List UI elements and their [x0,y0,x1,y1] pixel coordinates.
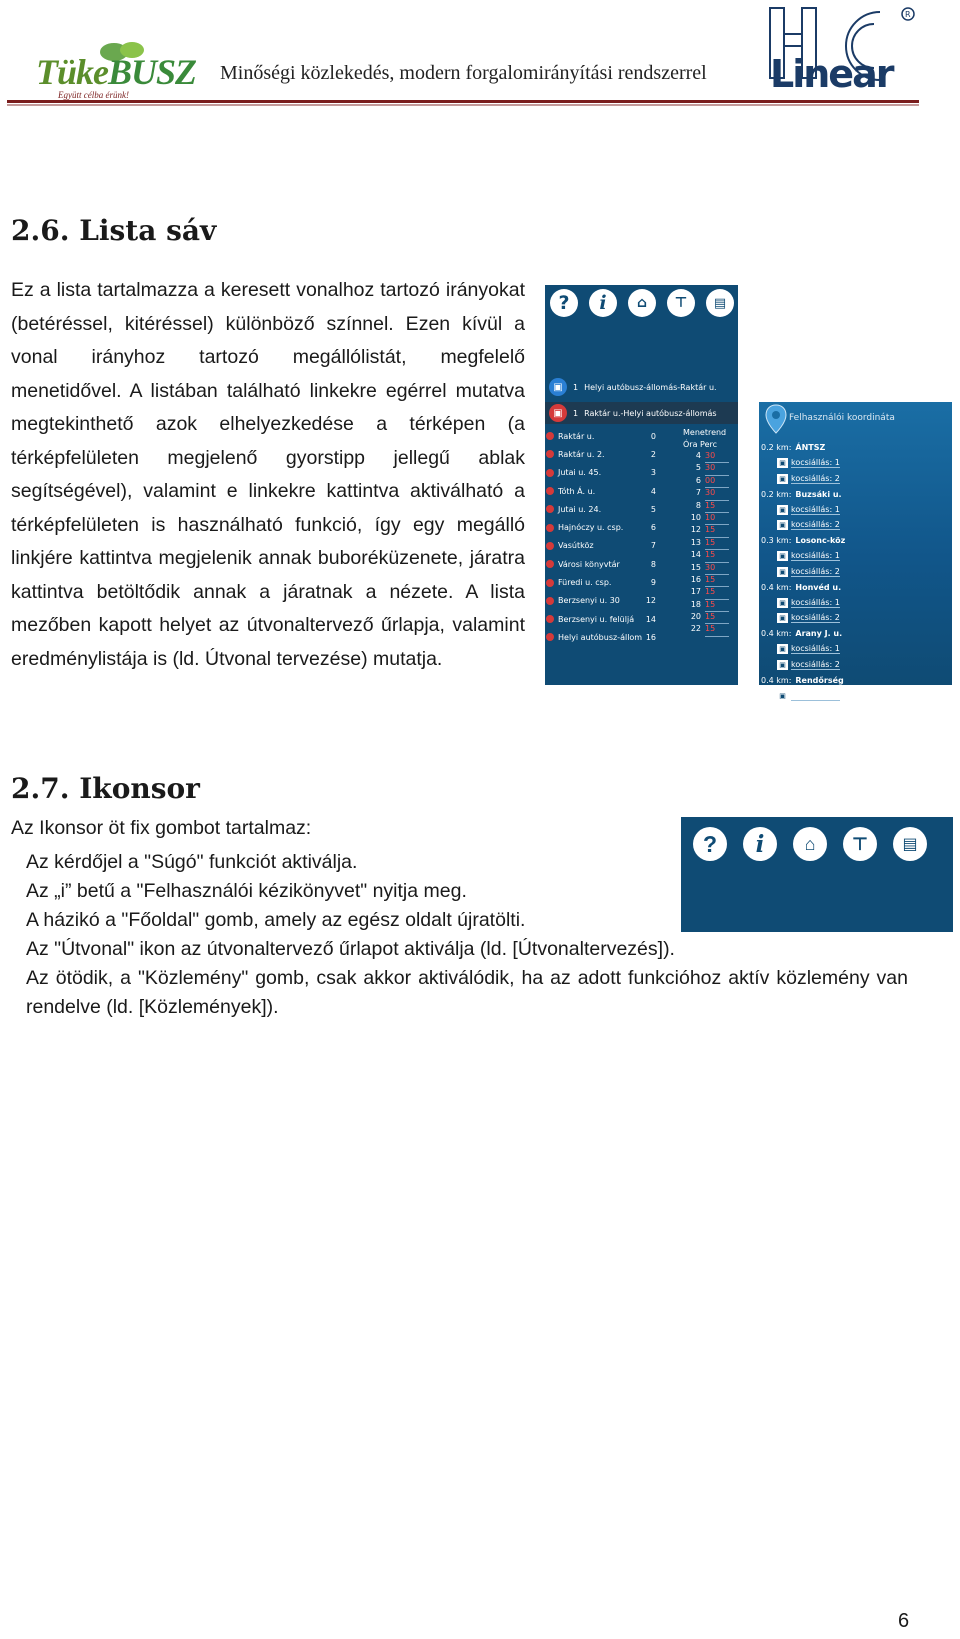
bus-stop-icon: ▣ [777,567,788,577]
list-item: Az „i” betű a "Felhasználói kézikönyvet" nyitja meg. [26,880,467,902]
table-row[interactable]: 12 15 [683,525,738,537]
direction-label: Helyi autóbusz-állomás-Raktár u. [584,382,717,392]
table-row[interactable]: 15 30 [683,563,738,575]
section-heading-ikonsor: 2.7. Ikonsor [11,772,200,805]
bus-stop-icon: ▣ [777,505,788,515]
list-item[interactable]: Füredi u. csp. 9 [545,573,665,591]
table-row[interactable]: 7 30 [683,488,738,500]
list-item[interactable]: ▣ kocsiállás: 2 [761,611,951,627]
bus-icon: ▣ [549,404,567,422]
bus-stop-icon: ▣ [777,644,788,654]
list-item[interactable]: ▣ kocsiállás: 2 [761,471,951,487]
stop-marker-icon [546,597,554,605]
list-item[interactable]: 0.4 km: Honvéd u. [761,582,842,592]
route-icon[interactable]: ⊤ [667,289,695,317]
header-rule [7,100,919,103]
table-row[interactable]: 18 15 [683,600,738,612]
list-item[interactable]: ▣ kocsiállás: 2 [761,657,951,673]
stop-marker-icon [546,633,554,641]
stop-marker-icon [546,542,554,550]
bus-stop-icon: ▣ [777,458,788,468]
list-item[interactable]: ▣ kocsiállás: 1 [761,456,951,472]
list-item[interactable]: Raktár u. 0 [545,427,665,445]
table-row[interactable]: 8 15 [683,501,738,513]
stop-marker-icon [546,432,554,440]
list-item[interactable]: Városi könyvtár 8 [545,555,665,573]
list-item[interactable]: ▣ kocsiállás: 1 [761,642,951,658]
help-icon[interactable]: ? [550,289,578,317]
timetable-columns: Óra Perc [683,440,718,449]
list-item: Az "Útvonal" ikon az útvonaltervező űrlapot aktiválja (ld. [Útvonaltervezés]). [26,938,675,960]
coordinate-panel-title: Felhasználói koordináta [789,413,895,423]
stop-marker-icon [546,505,554,513]
list-item[interactable]: Jutai u. 45. 3 [545,464,665,482]
header-tagline: Minőségi közlekedés, modern forgalomirányítási rendszerrel [220,62,707,84]
direction-label: Raktár u.-Helyi autóbusz-állomás [584,408,717,418]
direction-row[interactable]: ▣ 1 Raktár u.-Helyi autóbusz-állomás [545,402,738,424]
bus-stop-icon: ▣ [777,551,788,561]
table-row[interactable]: 5 30 [683,463,738,475]
list-item[interactable]: ▣ kocsiállás: 2 [761,518,951,534]
home-icon[interactable]: ⌂ [793,827,827,861]
table-row[interactable]: 4 30 [683,451,738,463]
stop-marker-icon [546,524,554,532]
list-item: Az kérdőjel a "Súgó" funkciót aktiválja. [26,851,358,873]
table-row[interactable]: 17 15 [683,587,738,599]
list-item[interactable]: ▣ kocsiállás: 1 [761,595,951,611]
lista-description: Ez a lista tartalmazza a keresett vonalhoz tartozó irányokat (betéréssel, kitéréssel) különböző színnel. Ezen kívül a vonal irányhoz tartozó megállólistát, megfelelő menetidővel. A listában található linkekre egérrel mutatva megtekinthető azok elhelyezkedése a térképen (a térképfelületen megjelenő gyorstipp jellegű ablak segítségével), valamint e linkekre kattintva aktiválható a térképfelületen is használható funkció, így egy megálló linkjére kattintva megjelenik annak buboréküzenete, járatra kattintva betöltődik annak a járatnak a nézete. A lista mezőben kapott helyet az útvonaltervező űrlapja, valamint eredménylistája is (ld. Útvonal tervezése) mutatja. [11,279,525,670]
info-icon[interactable]: i [743,827,777,861]
location-pin-icon [765,404,787,434]
table-row[interactable]: 14 15 [683,550,738,562]
table-row[interactable]: 22 15 [683,624,738,636]
tukebusz-logo [36,40,197,100]
bus-stop-icon: ▣ [777,474,788,484]
list-item[interactable]: Helyi autóbusz-állom 16 [545,628,665,646]
list-item[interactable]: Berzsenyi u. 30 12 [545,592,665,610]
nearby-stop-list [761,440,951,704]
stop-marker-icon [546,615,554,623]
list-item[interactable]: 0.4 km: Arany J. u. [761,629,843,639]
list-item[interactable]: ▣ kocsiállás: 2 [761,564,951,580]
tukebusz-logo-text: TükeBUSZ [36,52,197,92]
bus-stop-icon: ▣ [777,660,788,670]
stop-marker-icon [546,487,554,495]
info-icon[interactable]: i [589,289,617,317]
list-item[interactable]: Tóth Á. u. 4 [545,482,665,500]
stop-list [545,427,665,647]
table-row[interactable]: 20 15 [683,612,738,624]
table-row[interactable]: 16 15 [683,575,738,587]
list-item: A házikó a "Főoldal" gomb, amely az egész oldalt újratölti. [26,909,526,931]
list-item: Az ötödik, a "Közlemény" gomb, csak akkor aktiválódik, ha az adott funkcióhoz aktív közlemény van rendelve (ld. [Közlemények]). [26,967,908,1018]
hc-linear-logo [768,6,918,98]
stop-marker-icon [546,469,554,477]
bus-stop-icon: ▣ [777,598,788,608]
notice-icon[interactable]: ▤ [893,827,927,861]
bus-stop-icon: ▣ [777,691,788,701]
list-panel-screenshot [545,285,738,685]
list-item[interactable]: ▣ kocsiállás: 1 [761,549,951,565]
icon-bar [550,289,734,317]
stop-marker-icon [546,450,554,458]
page-number: 6 [898,1610,910,1632]
list-item[interactable]: Vasútköz 7 [545,537,665,555]
timetable [683,427,738,637]
ikonsor-intro: Az Ikonsor öt fix gombot tartalmaz: [11,817,312,839]
bus-stop-icon: ▣ [777,613,788,623]
list-item[interactable]: 0.2 km: ÁNTSZ [761,443,826,453]
list-item[interactable]: ▣ kocsiállás: 1 [761,688,951,704]
list-item[interactable]: Hajnóczy u. csp. 6 [545,518,665,536]
direction-row[interactable]: ▣ 1 Helyi autóbusz-állomás-Raktár u. [545,376,738,398]
stop-marker-icon [546,560,554,568]
bus-icon: ▣ [549,378,567,396]
svg-text:R: R [905,10,911,19]
list-item[interactable]: 0.3 km: Losonc-köz [761,536,846,546]
help-icon[interactable]: ? [693,827,727,861]
table-row[interactable]: 10 10 [683,513,738,525]
list-item[interactable]: ▣ kocsiállás: 1 [761,502,951,518]
section-heading-lista: 2.6. Lista sáv [11,214,217,247]
table-row[interactable]: 6 00 [683,476,738,488]
header-rule-thin [7,104,919,106]
list-item[interactable]: 0.4 km: Rendőrség [761,675,844,685]
route-icon[interactable]: ⊤ [843,827,877,861]
ikonsor-list [26,848,908,1022]
table-row[interactable]: 13 15 [683,538,738,550]
timetable-title: Menetrend [683,428,727,437]
list-item[interactable]: 0.2 km: Buzsáki u. [761,489,842,499]
bus-stop-icon: ▣ [777,520,788,530]
tukebusz-slogan: Együtt célba érünk! [58,90,129,100]
user-coordinate-panel-screenshot [759,402,952,700]
hc-linear-logo-text: Linear [770,52,893,96]
list-item[interactable]: Raktár u. 2. 2 [545,445,665,463]
list-item[interactable]: Jutai u. 24. 5 [545,500,665,518]
notice-icon[interactable]: ▤ [706,289,734,317]
stop-marker-icon [546,579,554,587]
list-item[interactable]: Berzsenyi u. felüljá 14 [545,610,665,628]
home-icon[interactable]: ⌂ [628,289,656,317]
